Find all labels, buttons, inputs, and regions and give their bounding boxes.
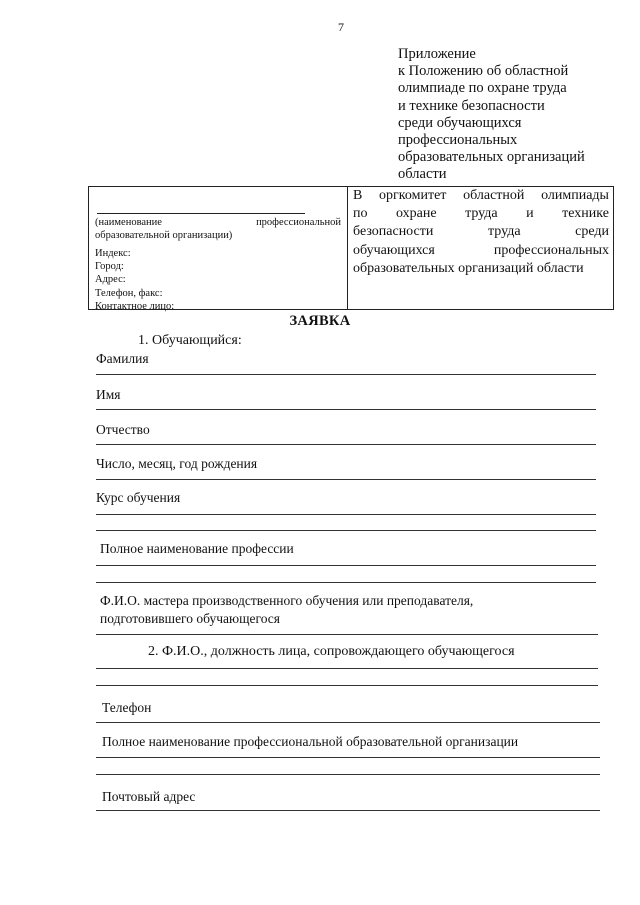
postal-address-label: Почтовый адрес (102, 789, 196, 804)
surname-line[interactable] (96, 374, 596, 375)
addressee-line (353, 223, 609, 241)
word: олимпиады (541, 188, 609, 203)
word: охране (396, 206, 437, 222)
word: областной (463, 188, 525, 203)
postal-address-line[interactable] (96, 810, 600, 811)
org-name-caption (95, 217, 341, 242)
escort-line[interactable] (96, 668, 598, 669)
word: труда (487, 224, 521, 240)
sender-block (89, 187, 347, 312)
phone-line[interactable] (96, 722, 600, 723)
field-phone-fax: Телефон, факс: (95, 287, 163, 299)
document-title: ЗАЯВКА (289, 313, 351, 329)
surname-label: Фамилия (96, 351, 149, 366)
mentor-label-line1: Ф.И.О. мастера производственного обучения или преподавателя, (100, 593, 474, 608)
word: оргкомитет (379, 188, 447, 203)
word: технике (562, 206, 609, 222)
patronymic-label: Отчество (96, 422, 150, 437)
addressee-line (353, 242, 609, 260)
appendix-line: среди обучающихся (398, 114, 522, 131)
addressee-line: образовательных организаций области (353, 260, 584, 276)
appendix-note (398, 46, 618, 184)
appendix-line: и технике безопасности (398, 97, 545, 114)
caption-line: образовательной организации) (95, 229, 233, 241)
section-1-heading: 1. Обучающийся: (138, 333, 242, 348)
section-2-heading: 2. Ф.И.О., должность лица, сопровождающего обучающегося (148, 644, 515, 659)
name-label: Имя (96, 387, 121, 402)
escort-line-extra[interactable] (96, 685, 598, 686)
field-contact-person: Контактное лицо: (95, 300, 175, 312)
word: обучающихся (353, 242, 435, 258)
profession-line[interactable] (96, 565, 596, 566)
mentor-line[interactable] (96, 634, 598, 635)
field-index: Индекс: (95, 248, 131, 259)
appendix-line: олимпиаде по охране труда (398, 80, 567, 97)
field-city: Город: (95, 261, 124, 273)
patronymic-line[interactable] (96, 444, 596, 445)
sender-fields (95, 247, 174, 313)
table-divider (347, 187, 348, 309)
birthdate-line[interactable] (96, 479, 596, 480)
appendix-line: образовательных организаций (398, 149, 585, 166)
birthdate-label: Число, месяц, год рождения (96, 456, 258, 471)
field-address: Адрес: (95, 274, 126, 286)
addressee-line (353, 187, 609, 205)
word: труда (465, 206, 498, 222)
word: безопасности (353, 224, 434, 240)
word: по (353, 206, 368, 222)
word: профессиональных (493, 242, 609, 258)
header-table (88, 186, 614, 310)
phone-label: Телефон (102, 700, 152, 715)
addressee-block (353, 187, 609, 278)
course-line[interactable] (96, 514, 596, 515)
caption-word: профессиональной (256, 217, 341, 228)
org-full-name-label: Полное наименование профессиональной образовательной организации (102, 734, 519, 749)
name-line[interactable] (96, 409, 596, 410)
course-line-extra[interactable] (96, 530, 596, 531)
org-full-name-line-extra[interactable] (96, 774, 600, 775)
addressee-line (353, 205, 609, 223)
appendix-line: Приложение (398, 46, 476, 62)
appendix-line: к Положению об областной (398, 63, 569, 80)
page-number: 7 (338, 20, 344, 34)
org-name-line[interactable] (97, 213, 305, 214)
word: среди (575, 224, 609, 240)
caption-word: (наименование (95, 217, 162, 228)
appendix-line: профессиональных (398, 132, 518, 149)
profession-line-extra[interactable] (96, 582, 596, 583)
profession-label: Полное наименование профессии (100, 541, 294, 556)
word: В (353, 188, 363, 203)
appendix-line: области (398, 166, 447, 183)
course-label: Курс обучения (96, 490, 181, 505)
word: и (526, 206, 534, 222)
org-full-name-line[interactable] (96, 757, 600, 758)
mentor-label-line2: подготовившего обучающегося (100, 611, 280, 626)
